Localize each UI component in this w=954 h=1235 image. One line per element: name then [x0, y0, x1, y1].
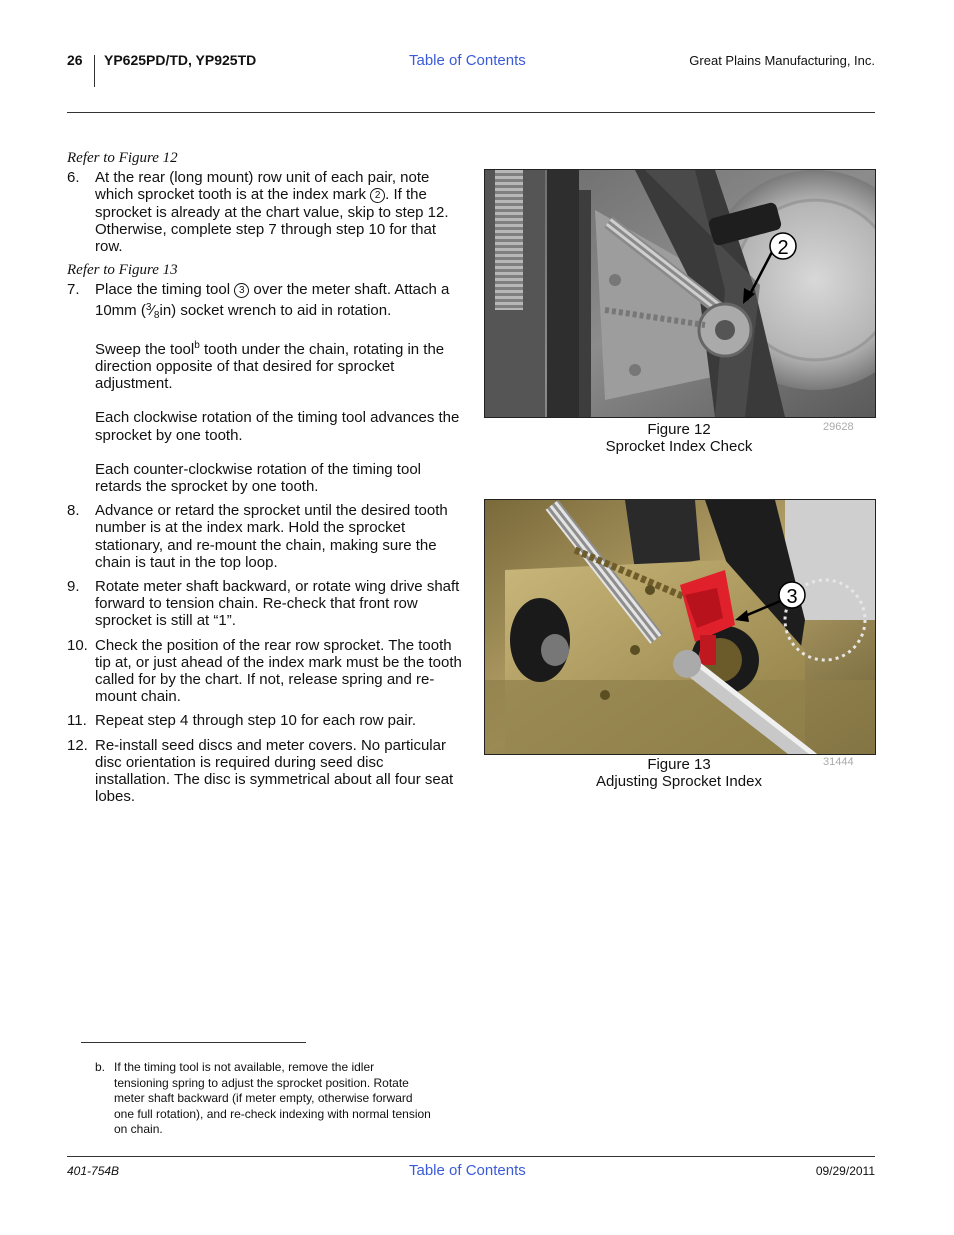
- step-text: . If the sprocket is already at the chart value, skip to step 12. Otherwise, complete step 7 through step 10 for that row.: [95, 186, 449, 256]
- sprocket-index-photo: [485, 170, 875, 417]
- fraction: $^3⁄_8$: [145, 301, 160, 321]
- figure-12-caption: [484, 421, 874, 455]
- adjusting-sprocket-photo: [485, 500, 875, 754]
- revision-date: 09/29/2011: [815, 1164, 875, 1178]
- step-6: [67, 169, 462, 255]
- header-divider: [94, 55, 95, 87]
- instructions: [67, 150, 462, 813]
- step-text: Each counter-clockwise rotation of the timing tool retards the sprocket by one tooth.: [95, 460, 421, 496]
- step-8: [67, 502, 462, 571]
- step-7: [67, 281, 462, 495]
- step-number: 6.: [67, 169, 80, 187]
- step-text: Sweep the tool: [95, 340, 195, 358]
- header-rule: [67, 112, 875, 113]
- step-number: 10.: [67, 636, 88, 654]
- figure-13-caption: [484, 756, 874, 790]
- figure-12-photo: [484, 169, 876, 418]
- figure-12-title: Sprocket Index Check: [605, 438, 753, 455]
- footnote: [81, 1060, 431, 1138]
- footnote-label: b.: [95, 1060, 106, 1074]
- step-9: [67, 578, 462, 630]
- step-11: [67, 712, 462, 729]
- step-text: Check the position of the rear row sprocket. The tooth tip at, or just ahead of the index mark must be the tooth called for by the chart. If not, release spring and re-mount chain.: [95, 636, 462, 706]
- step-text: Each clockwise rotation of the timing tool advances the sprocket by one tooth.: [95, 409, 460, 444]
- photo-callout-2: 2: [777, 237, 789, 259]
- footnote-rule: [81, 1042, 306, 1043]
- step-text: Advance or retard the sprocket until the desired tooth number is at the index mark. Hold the sprocket stationary, and re-mount the chain, making sure the chain is taut in the top loop.: [95, 502, 448, 571]
- photo-callout-3: 3: [786, 586, 798, 608]
- step-text: tooth under the chain, rotating in the direction opposite of that desired for sprocket adjustment.: [95, 340, 445, 393]
- figure-12-label: Figure 12: [647, 421, 711, 438]
- figure-13-photo: [484, 499, 876, 755]
- step-text: in) socket wrench to aid in rotation.: [159, 301, 392, 319]
- header-toc-link[interactable]: Table of Contents: [409, 52, 526, 69]
- figure-13-label: Figure 13: [647, 756, 711, 773]
- footnote-marker[interactable]: b: [194, 339, 200, 351]
- figure-12-photo-id: 29628: [823, 421, 854, 433]
- figure-13-photo-id: 31444: [823, 756, 854, 768]
- step-text: Place the timing tool: [95, 281, 235, 299]
- step-number: 11.: [67, 712, 87, 730]
- step-number: 8.: [67, 502, 80, 520]
- step-10: [67, 637, 462, 706]
- step-text: Re-install seed discs and meter covers. No particular disc orientation is required during seed disc installation. The disc is symmetrical about all four seat lobes.: [95, 736, 454, 806]
- step-text: Repeat step 4 through step 10 for each row pair.: [95, 712, 417, 730]
- document-number: 401-754B: [67, 1164, 120, 1178]
- company-name: Great Plains Manufacturing, Inc.: [689, 53, 875, 68]
- step-text: over the meter shaft. Attach a 10mm (: [95, 281, 450, 319]
- step-number: 7.: [67, 281, 80, 299]
- figure-13-reference: Refer to Figure 13: [67, 262, 178, 279]
- footer-rule: [67, 1156, 875, 1157]
- step-number: 9.: [67, 578, 80, 596]
- callout-2: 2: [370, 188, 385, 203]
- step-text: Rotate meter shaft backward, or rotate wing drive shaft forward to tension chain. Re-check that front row sprocket is still at “1”.: [95, 578, 460, 630]
- footnote-text: If the timing tool is not available, remove the idler tensioning spring to adjust the sprocket position. Rotate meter shaft backward (if meter empty, otherwise forward one full rotation), and re-check indexing with normal tension on chain.: [114, 1060, 431, 1137]
- callout-3: 3: [234, 283, 249, 298]
- figure-12-reference: Refer to Figure 12: [67, 150, 178, 166]
- footer-toc-link[interactable]: Table of Contents: [409, 1162, 526, 1179]
- figure-13-title: Adjusting Sprocket Index: [596, 773, 762, 790]
- step-text: At the rear (long mount) row unit of each pair, note which sprocket tooth is at the index mark: [95, 169, 430, 204]
- page-number: 26: [67, 52, 83, 68]
- step-number: 12.: [67, 736, 88, 754]
- step-12: [67, 737, 462, 806]
- model-title: YP625PD/TD, YP925TD: [104, 52, 257, 68]
